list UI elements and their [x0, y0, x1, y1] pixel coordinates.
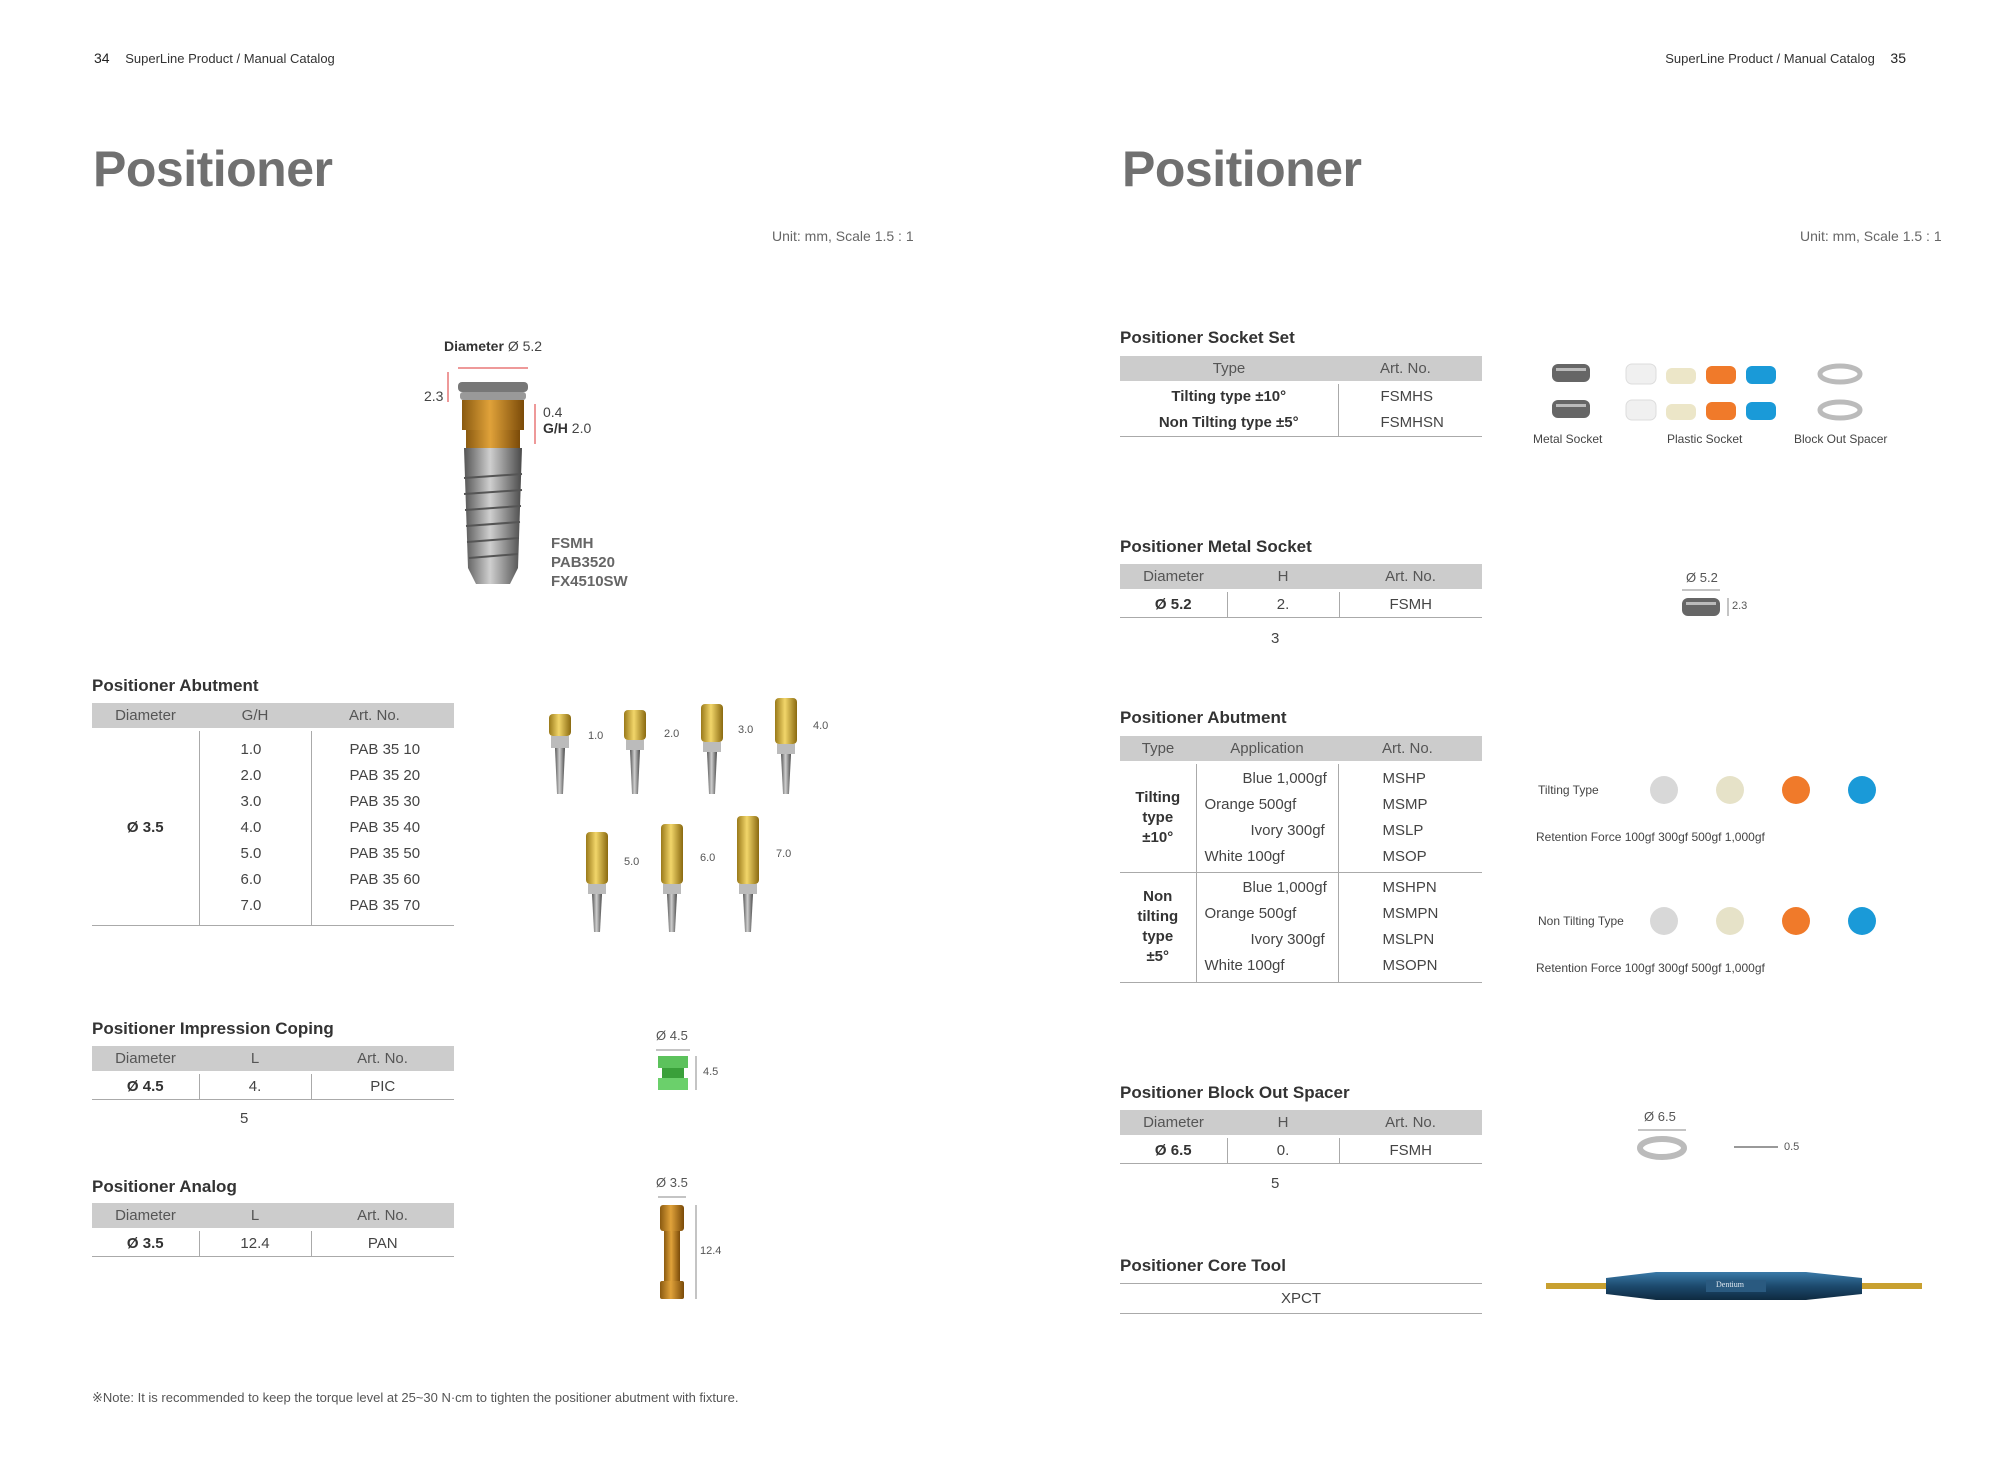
coping-illustration	[654, 1048, 704, 1096]
block-out-dim-d: Ø 6.5	[1644, 1109, 1676, 1124]
table-cell: FSMHSN	[1338, 409, 1482, 436]
table-header: Diameter	[92, 1203, 199, 1229]
block-out-illustration	[1634, 1128, 1794, 1164]
table-cell: White 100gf	[1204, 847, 1285, 865]
table-cell: Ø 5.2	[1120, 590, 1227, 617]
abutment-gh-list	[200, 737, 311, 919]
abutment-dim: 6.0	[700, 852, 716, 864]
right-abutment-title: Positioner Abutment	[1120, 708, 1287, 727]
coping-dim-d: Ø 4.5	[656, 1028, 688, 1043]
abutment-illustration	[620, 706, 650, 796]
hero-gh-value: 2.0	[571, 420, 592, 436]
table-cell: MSLPN	[1382, 931, 1435, 948]
hero-diameter-value: Ø 5.2	[507, 338, 543, 354]
table-header: Diameter	[1120, 564, 1227, 590]
metal-socket-illustration	[1680, 588, 1740, 622]
table-cell: PAB 35 70	[349, 896, 421, 914]
table-cell: Non	[1143, 888, 1173, 905]
analog-title: Positioner Analog	[92, 1177, 237, 1196]
hero-code: FSMH	[551, 535, 594, 552]
table-cell: 3.0	[240, 792, 262, 810]
hero-diameter-label: Diameter	[444, 338, 504, 354]
analog-illustration	[656, 1195, 706, 1305]
table-cell: MSOPN	[1382, 957, 1438, 974]
metal-socket-dim-h: 2.3	[1732, 600, 1748, 612]
table-header: Type	[1120, 736, 1196, 762]
table-cell: type	[1142, 808, 1174, 826]
table-cell: PAB 35 40	[349, 818, 421, 836]
table-cell: 4.	[199, 1072, 311, 1099]
caption-metal-socket: Metal Socket	[1533, 432, 1603, 446]
table-cell: Tilting type ±10°	[1120, 382, 1338, 409]
table-header: H	[1227, 1110, 1339, 1136]
right-abutment-table	[1120, 736, 1482, 983]
table-cell: type	[1142, 928, 1174, 945]
table-cell: PAB 35 50	[349, 844, 421, 862]
socket-set-illustration	[1550, 360, 1890, 428]
socket-set-title: Positioner Socket Set	[1120, 328, 1295, 347]
analog-table	[92, 1203, 454, 1257]
abutment-illustration	[697, 700, 727, 796]
left-catalog-name: SuperLine Product / Manual Catalog	[125, 51, 335, 66]
table-header: Diameter	[1120, 1110, 1227, 1136]
right-unit-label: Unit: mm, Scale 1.5 : 1	[1800, 228, 1942, 244]
table-cell: Tilting	[1135, 788, 1181, 806]
table-cell: PAN	[311, 1229, 454, 1256]
tilting-type-label: Tilting Type	[1538, 783, 1599, 797]
table-cell: FSMH	[1339, 590, 1482, 617]
left-page-number: 34	[94, 50, 110, 66]
swatch-ivory	[1716, 907, 1744, 935]
abutment-illustration	[733, 812, 763, 934]
socket-set-table	[1120, 356, 1482, 437]
table-cell: FSMHS	[1338, 382, 1482, 409]
table-cell: PAB 35 20	[349, 766, 421, 784]
caption-block-out-spacer: Block Out Spacer	[1794, 432, 1888, 446]
table-cell: MSHP	[1382, 769, 1426, 787]
right-page-title: Positioner	[1122, 141, 1362, 197]
table-cell: PAB 35 10	[349, 740, 421, 758]
table-cell: ±5°	[1146, 948, 1170, 965]
abutment-illustration	[545, 710, 575, 796]
hero-assembly-drawing	[440, 358, 540, 588]
tilting-retention: Retention Force 100gf 300gf 500gf 1,000gf	[1536, 830, 1765, 844]
swatch-white	[1650, 776, 1678, 804]
coping-table	[92, 1046, 454, 1100]
abutment-dim: 7.0	[776, 848, 792, 860]
swatch-ivory	[1716, 776, 1744, 804]
table-cell: MSMP	[1382, 795, 1428, 813]
table-cell: 12.4	[199, 1229, 311, 1256]
metal-socket-dim-d: Ø 5.2	[1686, 570, 1718, 585]
table-cell: White 100gf	[1204, 957, 1285, 974]
table-cell: XPCT	[1120, 1284, 1482, 1314]
right-page-header	[1665, 50, 1918, 66]
table-cell: 1.0	[240, 740, 262, 758]
table-header: Art. No.	[311, 1046, 454, 1072]
table-cell: MSOP	[1382, 847, 1427, 865]
table-cell: Ivory 300gf	[1250, 821, 1325, 839]
right-page-number: 35	[1890, 50, 1906, 66]
table-cell: 5.0	[240, 844, 262, 862]
caption-plastic-socket: Plastic Socket	[1667, 432, 1743, 446]
swatch-white	[1650, 907, 1678, 935]
table-cell: Ivory 300gf	[1250, 931, 1325, 948]
table-header: Art. No.	[1339, 564, 1482, 590]
swatch-blue	[1848, 776, 1876, 804]
table-cell: PAB 35 30	[349, 792, 421, 810]
table-cell: Ø 6.5	[1120, 1136, 1227, 1163]
tilting-arts	[1339, 766, 1483, 870]
left-page-header	[82, 50, 335, 66]
table-cell: Blue 1,000gf	[1242, 879, 1327, 896]
core-tool-table	[1120, 1283, 1482, 1314]
table-cell: Orange 500gf	[1204, 905, 1297, 922]
right-catalog-name: SuperLine Product / Manual Catalog	[1665, 51, 1875, 66]
abutment-dim: 3.0	[738, 724, 754, 736]
abutment-art-list	[312, 737, 455, 919]
table-header: Diameter	[92, 1046, 199, 1072]
core-tool-title: Positioner Core Tool	[1120, 1256, 1286, 1275]
table-header: Art. No.	[311, 1203, 454, 1229]
abutment-illustration	[657, 820, 687, 934]
left-page-title: Positioner	[93, 141, 333, 197]
tilting-applications	[1197, 766, 1338, 870]
tilting-color-swatches	[1650, 776, 1876, 804]
metal-socket-table	[1120, 564, 1482, 618]
table-cell: MSHPN	[1382, 879, 1437, 896]
left-abutment-title: Positioner Abutment	[92, 676, 259, 695]
table-cell: Non Tilting type ±5°	[1120, 409, 1338, 436]
table-header: L	[199, 1203, 311, 1229]
table-cell: MSLP	[1382, 821, 1424, 839]
table-cell: MSMPN	[1382, 905, 1439, 922]
non-tilting-type-label: Non Tilting Type	[1538, 914, 1624, 928]
table-cell: Blue 1,000gf	[1242, 769, 1327, 787]
left-abutment-table	[92, 703, 454, 926]
table-header: Art. No.	[311, 703, 454, 729]
analog-dim-h: 12.4	[700, 1245, 722, 1257]
hero-gap: 0.4	[543, 404, 563, 420]
table-header: L	[199, 1046, 311, 1072]
hero-code: FX4510SW	[551, 573, 628, 590]
hero-codes	[551, 534, 628, 591]
table-header: Diameter	[92, 703, 199, 729]
analog-dim-d: Ø 3.5	[656, 1175, 688, 1190]
table-header: Art. No.	[1338, 356, 1482, 382]
table-cell: Ø 3.5	[92, 1229, 199, 1256]
abutment-diameter-cell: Ø 3.5	[92, 729, 199, 925]
abutment-illustration	[771, 694, 801, 796]
table-header: G/H	[199, 703, 311, 729]
metal-socket-icons	[1552, 364, 1590, 418]
core-tool-brand: Dentium	[1716, 1280, 1744, 1289]
block-out-title: Positioner Block Out Spacer	[1120, 1083, 1350, 1102]
table-header: Type	[1120, 356, 1338, 382]
abutment-dim: 5.0	[624, 856, 640, 868]
block-out-dim-h: 0.5	[1784, 1141, 1800, 1153]
block-out-h-overflow: 5	[1271, 1175, 1280, 1192]
abutment-dim: 1.0	[588, 730, 604, 742]
table-header: Art. No.	[1338, 736, 1482, 762]
metal-socket-title: Positioner Metal Socket	[1120, 537, 1312, 556]
table-cell: ±10°	[1142, 828, 1174, 846]
table-header: H	[1227, 564, 1339, 590]
non-tilting-applications	[1197, 875, 1338, 979]
swatch-blue	[1848, 907, 1876, 935]
abutment-illustration	[582, 828, 612, 934]
table-cell: 0.	[1227, 1136, 1339, 1163]
coping-title: Positioner Impression Coping	[92, 1019, 334, 1038]
table-header: Application	[1196, 736, 1338, 762]
hero-height: 2.3	[424, 388, 444, 404]
table-cell: PIC	[311, 1072, 454, 1099]
hero-gh-label: G/H	[543, 420, 568, 436]
non-tilting-color-swatches	[1650, 907, 1876, 935]
left-unit-label: Unit: mm, Scale 1.5 : 1	[772, 228, 914, 244]
table-cell: 4.0	[240, 818, 262, 836]
table-cell: 2.	[1227, 590, 1339, 617]
abutment-dim: 2.0	[664, 728, 680, 740]
table-cell: 7.0	[240, 896, 262, 914]
coping-dim-h: 4.5	[703, 1066, 719, 1078]
non-tilting-retention: Retention Force 100gf 300gf 500gf 1,000gf	[1536, 961, 1765, 975]
hero-code: PAB3520	[551, 554, 615, 571]
abutment-dim: 4.0	[813, 720, 829, 732]
table-cell: Orange 500gf	[1204, 795, 1297, 813]
metal-socket-h-overflow: 3	[1271, 630, 1280, 647]
table-cell: Ø 4.5	[92, 1072, 199, 1099]
table-cell: PAB 35 60	[349, 870, 421, 888]
non-tilting-arts	[1339, 875, 1483, 979]
coping-l-overflow: 5	[240, 1110, 249, 1127]
table-cell: FSMH	[1339, 1136, 1482, 1163]
table-cell: 2.0	[240, 766, 262, 784]
torque-note: ※Note: It is recommended to keep the torque level at 25~30 N·cm to tighten the positioner abutment with fixture.	[92, 1390, 739, 1405]
table-header: Art. No.	[1339, 1110, 1482, 1136]
table-cell: tilting	[1137, 908, 1179, 925]
swatch-orange	[1782, 907, 1810, 935]
block-out-table	[1120, 1110, 1482, 1164]
table-cell: 6.0	[240, 870, 262, 888]
swatch-orange	[1782, 776, 1810, 804]
